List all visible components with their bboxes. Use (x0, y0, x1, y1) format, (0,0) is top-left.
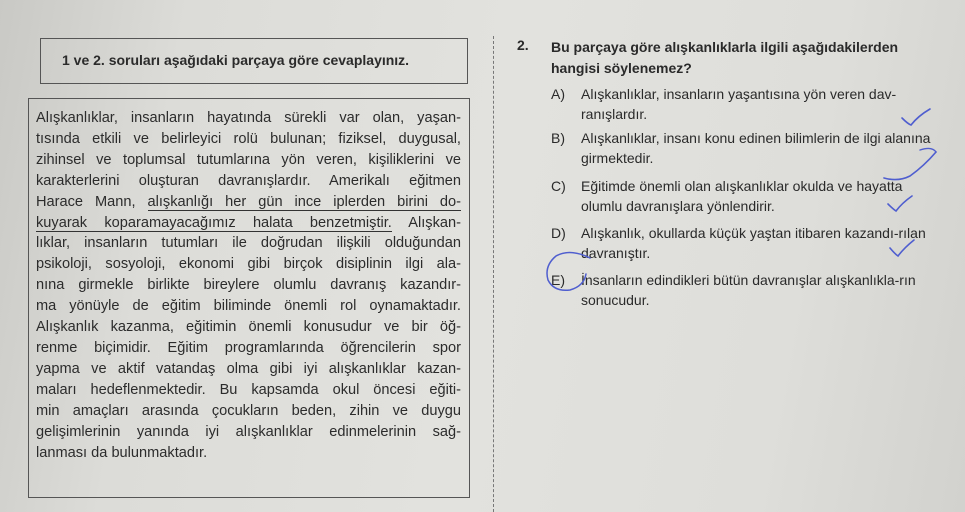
option-b[interactable] (551, 128, 941, 168)
question-stem: Bu parçaya göre alışkanlıklarla ilgili aşağıdakilerden hangisi söylenemez? (551, 39, 899, 76)
passage-line (36, 338, 461, 359)
passage-line (36, 254, 461, 275)
passage-line (36, 401, 461, 422)
passage-segment: Alışkanlık kazanma, eğitimin önemli konusudur ve bir öğ- (36, 319, 461, 336)
option-text: İnsanların edindikleri bütün davranışlar alışkanlıkla-rın sonucudur. (581, 272, 916, 308)
passage-segment: karakterlerini oluşturan davranışlardır. Amerikalı eğitmen (36, 172, 461, 189)
option-text: Alışkanlıklar, insanların yaşantısına yön veren dav-ranışlardır. (581, 86, 897, 122)
passage-line (36, 317, 461, 338)
option-letter: A) (551, 86, 565, 102)
passage-line (36, 108, 461, 129)
option-letter: E) (551, 272, 565, 288)
option-text: Eğitimde önemli olan alışkanlıklar okulda ve hayatta olumlu davranışlara yönlendirir. (581, 178, 903, 214)
option-c[interactable] (551, 176, 941, 216)
passage-segment: Harace Mann, (36, 193, 148, 210)
passage-line (36, 380, 461, 401)
passage-line (36, 275, 461, 296)
passage-segment: maları hedeflenmektedir. Bu kapsamda okul öncesi eğiti- (36, 381, 461, 398)
column-divider (493, 36, 494, 512)
passage-line (36, 296, 461, 317)
option-e[interactable] (551, 270, 941, 310)
underlined-text: alışkanlığı her gün ince iplerden birini do- (147, 193, 461, 210)
passage-segment: lıklar, insanların tutumları ile doğrudan ilişkili olduğundan (36, 235, 461, 252)
passage-line (36, 171, 461, 192)
passage-line (36, 422, 461, 443)
underlined-text: kuyarak koparamayacağımız halata benzetmiştir. (36, 214, 392, 231)
passage-line (36, 150, 461, 171)
option-text: Alışkanlık, okullarda küçük yaştan itibaren kazandı-rılan davranıştır. (581, 225, 926, 261)
option-letter: B) (551, 130, 565, 146)
passage-segment: psikoloji, sosyoloji, ekonomi gibi birçok disiplinin ilgi ala- (36, 256, 461, 273)
passage-line (36, 192, 461, 213)
question-number: 2. (517, 37, 529, 53)
passage-line (36, 359, 461, 380)
passage-segment: Alışkanlıklar, insanların hayatında sürekli var olan, yaşan- (36, 110, 461, 126)
passage-segment: tısında etkili ve belirleyici rolü bulunan; fiziksel, duygusal, (36, 130, 461, 147)
passage-segment: zihinsel ve toplumsal tutumlarına yön veren, kişiliklerini ve (36, 151, 461, 168)
passage-text (36, 108, 461, 463)
option-letter: C) (551, 178, 566, 194)
passage-line (36, 443, 461, 464)
passage-segment: gelişimlerinin yanında iyi alışkanlıklar edinmelerinin sağ- (36, 423, 461, 440)
passage-segment: lanması da bulunmaktadır. (36, 444, 208, 461)
instructions-text: 1 ve 2. soruları aşağıdaki parçaya göre cevaplayınız. (62, 52, 410, 68)
passage-segment: renme biçimidir. Eğitim programlarında öğrencilerin spor (36, 339, 461, 356)
option-d[interactable] (551, 223, 941, 263)
passage-segment: min amaçları arasında çocukların beden, zihin ve duygu (36, 402, 461, 419)
passage-segment: Alışkan- (391, 214, 461, 231)
passage-line (36, 129, 461, 150)
passage-segment: nına girmekle birlikte bireylere olumlu davranış kazandır- (36, 277, 461, 294)
passage-line (36, 233, 461, 254)
option-letter: D) (551, 225, 566, 241)
option-a[interactable] (551, 84, 941, 124)
passage-segment: ma yönüyle de eğitim biliminde önemli rol oynamaktadır. (36, 298, 461, 315)
passage-segment: yapma ve aktif vatandaş olma gibi iyi alışkanlıklar kazan- (36, 360, 461, 377)
option-text: Alışkanlıklar, insanı konu edinen bilimlerin de ilgi alanına girmektedir. (581, 130, 931, 166)
passage-line (36, 213, 461, 234)
